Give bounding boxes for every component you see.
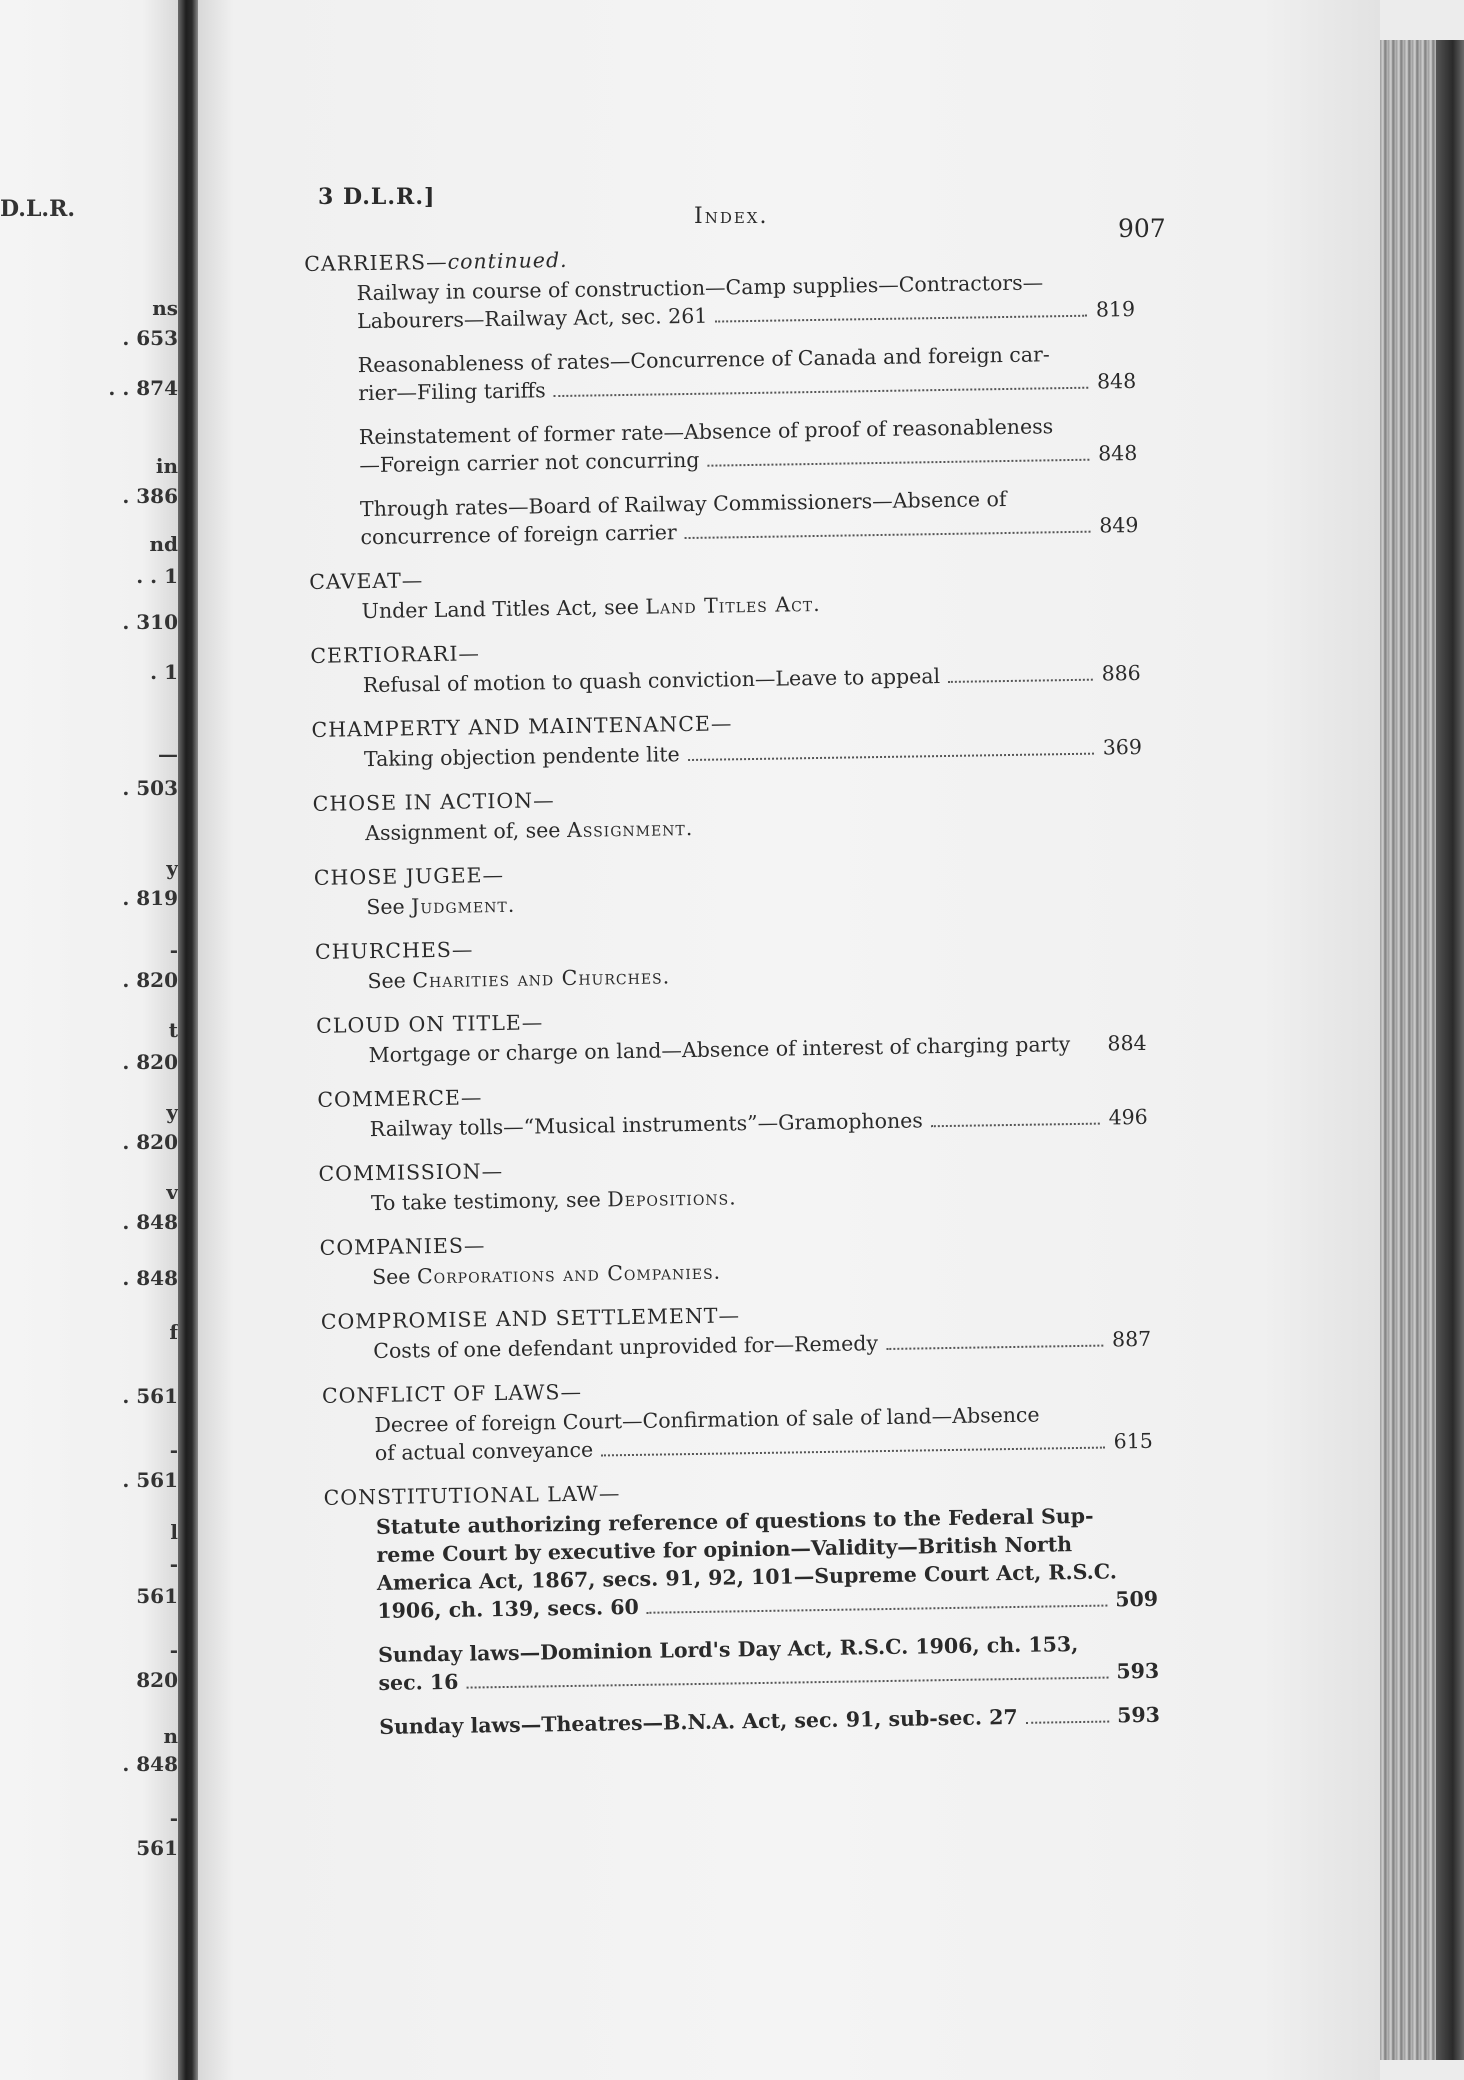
left-page-fragment: v <box>166 1180 178 1204</box>
index-entry: Assignment of, see Assignment. <box>364 815 694 846</box>
left-page-fragment: - <box>169 1806 178 1830</box>
cross-reference: Corporations and Companies. <box>416 1259 722 1289</box>
index-entry: Statute authorizing reference of questions to the Federal Sup- reme Court by executive for opinion—Validity—British North America Act, 1867, secs. 91, 92, 101—Supreme Court Act, R.S.C. 1906, ch. 139, secs. 60 509 <box>375 1503 1159 1624</box>
left-page-fragment: . 848 <box>122 1752 178 1776</box>
cross-reference: Charities and Churches. <box>412 964 671 993</box>
index-entry: Railway tolls—“Musical instruments”—Gramophones 496 <box>369 1104 1148 1142</box>
index-entry: See Corporations and Companies. <box>371 1259 722 1290</box>
index-heading-constitutional-law: CONSTITUTIONAL LAW— <box>323 1481 621 1510</box>
left-page-fragment: y <box>166 856 178 880</box>
index-heading-compromise: COMPROMISE AND SETTLEMENT— <box>320 1303 741 1334</box>
page-ref: 615 <box>1113 1428 1153 1454</box>
index-entry: Sunday laws—Dominion Lord's Day Act, R.S.C. 1906, ch. 153, sec. 16 593 <box>377 1632 1160 1696</box>
page-ref: 886 <box>1101 660 1141 686</box>
left-page-fragment: nd <box>149 532 178 556</box>
cross-reference: Assignment. <box>566 815 694 842</box>
page-number: 907 <box>1118 214 1166 243</box>
left-page-fragment: . 386 <box>122 484 178 508</box>
page-ref: 509 <box>1115 1586 1159 1612</box>
left-facing-page <box>0 0 178 2080</box>
left-page-fragment: l <box>170 1520 178 1544</box>
left-page-fragment: . . 874 <box>108 376 178 400</box>
index-heading-cloud-on-title: CLOUD ON TITLE— <box>316 1010 544 1038</box>
left-page-fragment: f <box>169 1320 178 1344</box>
index-heading-conflict-of-laws: CONFLICT OF LAWS— <box>321 1379 583 1408</box>
index-heading-churches: CHURCHES— <box>314 937 474 964</box>
index-entry: Costs of one defendant unprovided for—Remedy 887 <box>373 1326 1152 1364</box>
index-entry: See Charities and Churches. <box>367 964 671 994</box>
page-ref: 848 <box>1097 440 1138 466</box>
cross-reference: Depositions. <box>607 1185 737 1212</box>
index-entry: Reinstatement of former rate—Absence of proof of reasonableness —Foreign carrier not concurring 848 <box>358 414 1138 478</box>
left-page-fragment: . 848 <box>122 1210 178 1234</box>
left-page-fragment: . 820 <box>122 1050 178 1074</box>
page-ref: 369 <box>1102 734 1143 760</box>
page-ref: 884 <box>1107 1030 1147 1056</box>
page-ref: 593 <box>1116 1658 1160 1684</box>
index-heading-commerce: COMMERCE— <box>317 1085 483 1112</box>
index-heading-chose-jugee: CHOSE JUGEE— <box>313 862 505 890</box>
book-cover-edge <box>1436 40 1464 2060</box>
index-heading-commission: COMMISSION— <box>318 1158 504 1186</box>
left-page-fragment: y <box>166 1100 178 1124</box>
index-entry: See Judgment. <box>366 892 516 920</box>
index-entry: Under Land Titles Act, see Land Titles Act. <box>361 591 821 624</box>
index-entry: Sunday laws—Theatres—B.N.A. Act, sec. 91, sub-sec. 27 593 <box>379 1702 1161 1739</box>
left-page-fragment: . . 1 <box>136 564 178 588</box>
page-ref: 496 <box>1108 1104 1148 1130</box>
left-page-fragment: t <box>168 1018 178 1042</box>
page-ref: 819 <box>1095 296 1136 322</box>
left-page-fragment: ns <box>152 296 178 320</box>
index-heading-chose-in-action: CHOSE IN ACTION— <box>312 788 555 816</box>
page-ref: 887 <box>1111 1326 1152 1352</box>
index-heading-certiorari: CERTIORARI— <box>310 641 481 668</box>
cross-reference: Judgment. <box>410 892 516 919</box>
index-entry: Mortgage or charge on land—Absence of interest of charging party 884 <box>368 1030 1147 1068</box>
index-heading-champerty: CHAMPERTY AND MAINTENANCE— <box>311 711 733 742</box>
book-gutter <box>178 0 198 2080</box>
running-head-volume: 3 D.L.R.] <box>318 184 436 210</box>
left-page-fragment: . 561 <box>122 1468 178 1492</box>
left-page-fragment: n <box>163 1724 178 1748</box>
index-entry: Refusal of motion to quash conviction—Leave to appeal 886 <box>362 660 1141 698</box>
index-entry: Through rates—Board of Railway Commissioners—Absence of concurrence of foreign carrier 849 <box>359 486 1139 550</box>
left-page-fragment: in <box>155 454 178 478</box>
left-page-fragment: — <box>158 742 178 766</box>
running-head-title: Index. <box>694 204 769 229</box>
page-ref: 849 <box>1099 512 1139 538</box>
left-page-fragment: . 503 <box>122 776 178 800</box>
left-page-fragment: - <box>169 938 178 962</box>
index-entry: Decree of foreign Court—Confirmation of sale of land—Absence of actual conveyance 615 <box>374 1402 1153 1466</box>
left-page-fragment: - <box>169 1438 178 1462</box>
left-page-fragment: - <box>169 1552 178 1576</box>
left-page-fragment: . 1 <box>150 660 178 684</box>
left-page-fragment: . 653 <box>122 326 178 350</box>
index-heading-carriers: CARRIERS—continued. <box>304 247 568 276</box>
index-body <box>304 237 1161 1742</box>
left-page-fragment: . 848 <box>122 1266 178 1290</box>
left-page-fragment: . 820 <box>122 1130 178 1154</box>
left-page-fragment: 820 <box>136 1668 178 1692</box>
left-page-fragment: . 820 <box>122 968 178 992</box>
page-ref: 593 <box>1116 1702 1161 1728</box>
left-page-fragment: . 561 <box>122 1384 178 1408</box>
index-entry: Reasonableness of rates—Concurrence of Canada and foreign car- rier—Filing tariffs 848 <box>357 342 1137 406</box>
index-entry: Taking objection pendente lite 369 <box>363 734 1143 772</box>
index-entry: Railway in course of construction—Camp supplies—Contractors— Labourers—Railway Act, sec. 261 819 <box>356 270 1136 334</box>
left-page-fragment: . 310 <box>122 610 178 634</box>
index-entry: To take testimony, see Depositions. <box>370 1185 737 1216</box>
left-page-fragment: 561 <box>136 1836 178 1860</box>
index-heading-caveat: CAVEAT— <box>309 568 424 594</box>
left-page-fragment: . 819 <box>122 886 178 910</box>
page-ref: 848 <box>1096 368 1137 394</box>
left-page-fragment: 561 <box>136 1584 178 1608</box>
left-page-fragment: - <box>169 1638 178 1662</box>
index-heading-companies: COMPANIES— <box>319 1233 486 1260</box>
left-page-header: D.L.R. <box>0 196 76 222</box>
cross-reference: Land Titles Act. <box>645 591 821 619</box>
